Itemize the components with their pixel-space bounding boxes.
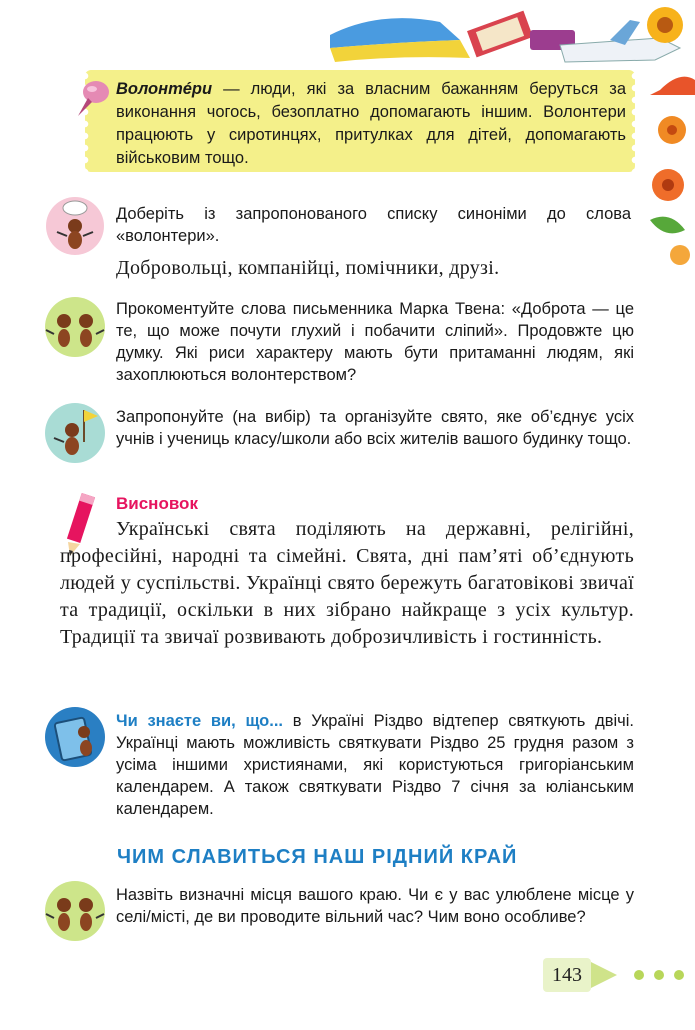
pushpin-icon — [74, 78, 114, 120]
ant-with-flag-icon — [44, 402, 106, 464]
flower-decoration — [640, 110, 695, 270]
discussing-ants-icon — [44, 880, 106, 942]
task3-text: Запропонуйте (на вибір) та організуйте свято, яке об’єднує усіх учнів і учениць класу/школи або всіх жителів вашого будинку тощо. — [116, 408, 634, 448]
did-you-know-block — [116, 710, 634, 820]
thinking-ant-icon — [45, 196, 105, 256]
definition-body: — люди, які за власним бажанням беруться за виконання чогось, безоплатно допомагають іншим. Волонтери працюють у сиротинцях, притулках для дітей, допомагають військовим тощо. — [116, 80, 626, 167]
conclusion-text: Українські свята поділяють на державні, релігійні, професійні, народні та сімейні. Свята, дні пам’яті об’єднують людей у суспільстві. Українці свято бережуть багатовікові звичаї та традиції, оскільки в них зібрано найкраще з усіх культур. Традиції та звичаї розвивають доброзичливість і гостинність. — [60, 518, 634, 648]
page-arrow-icon — [591, 958, 691, 992]
definition-term: Волонтéри — [116, 80, 213, 98]
task2-text: Прокоментуйте слова письменника Марка Твена: «Доброта — це те, що може почути глухий і побачити сліпий». Продовжте цю думку. Які риси характеру мають бути притаманні людям, які захоплюються волонтерством? — [116, 300, 634, 384]
task1-question: Доберіть із запропонованого списку синоніми до слова «волонтери». — [116, 205, 631, 245]
did-you-know-text: в Україні Різдво відтепер святкують двічі. Українці мають можливість святкувати Різдво 25 грудня разом з усіма іншими християнами, які користуються григоріанським календарем. А також святкувати Різдво 7 січня за юліанським календарем. — [116, 712, 634, 818]
conclusion-heading: Висновок — [116, 494, 198, 513]
page-number: 143 — [543, 958, 591, 992]
task1-options: Добровольці, компанійці, помічники, друзі. — [116, 257, 500, 279]
did-you-know-heading: Чи знаєте ви, що... — [116, 712, 284, 730]
ant-with-tablet-icon — [44, 706, 106, 768]
task4-text: Назвіть визначні місця вашого краю. Чи є у вас улюблене місце у селі/місті, де ви проводите вільний час? Чим воно особливе? — [116, 886, 634, 926]
discussing-ants-icon — [44, 296, 106, 358]
section-title: ЧИМ СЛАВИТЬСЯ НАШ РІДНИЙ КРАЙ — [117, 846, 518, 868]
definition-text — [116, 78, 626, 170]
